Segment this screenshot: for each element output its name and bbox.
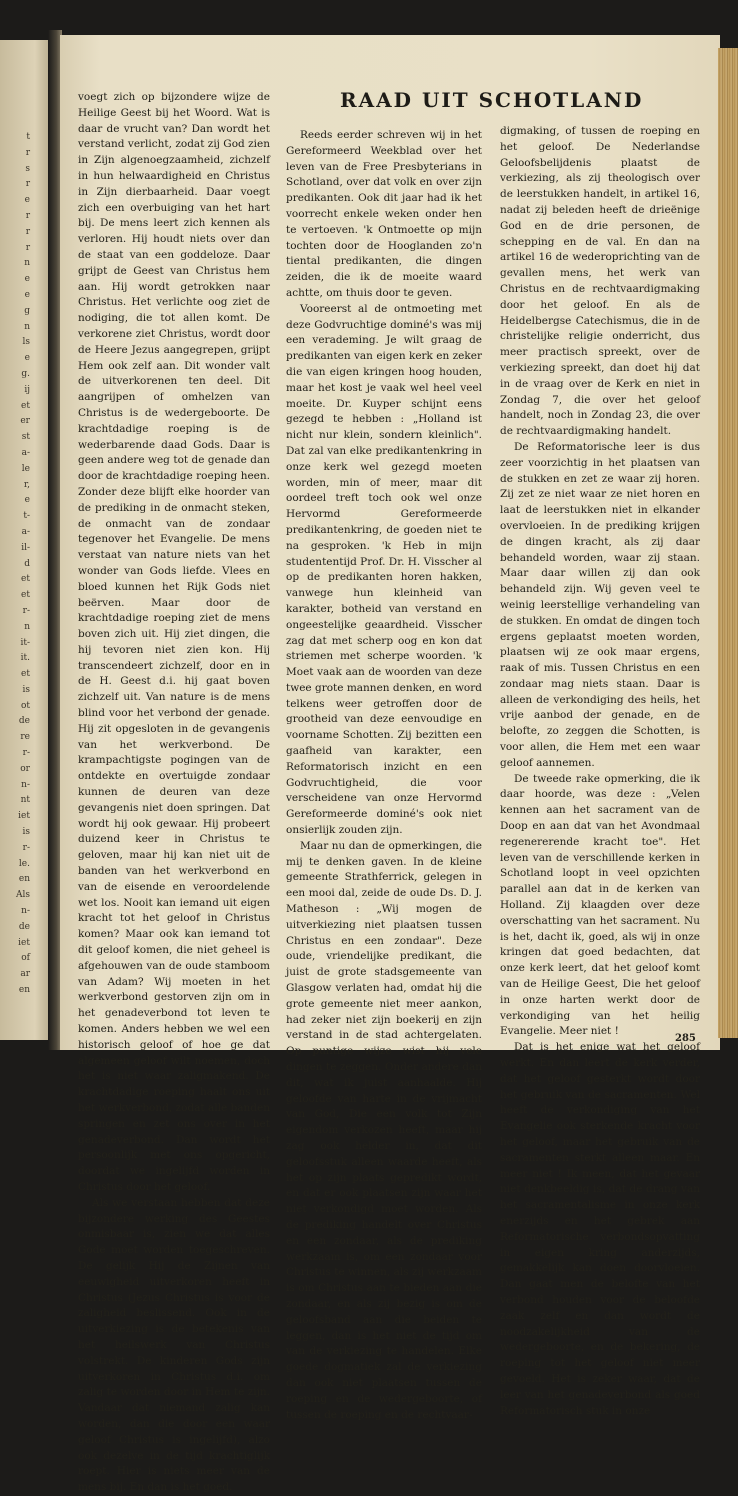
- previous-page-fragment: is: [22, 827, 30, 838]
- previous-page-fragment: e: [24, 289, 30, 300]
- previous-page-fragment: ar: [20, 969, 30, 980]
- previous-page-fragment: de: [18, 716, 30, 727]
- previous-page-fragment: n-: [21, 906, 30, 917]
- previous-page-fragment: nt: [20, 795, 30, 806]
- paragraph: De tweede rake opmerking, die ik daar hoorde, was deze : „Velen kennen aan het sacrament van de Doop en aan dat van het Avondmaal regenererende kracht toe". Het leven van de verschillende kerken in Schotland loopt in veel opzichten parallel aan dat in de kerken van Holland. Zij klaagden over deze overschatting van het sacrament. Nu is het, dacht ik, goed, als wij in onze kringen dat goed bedachten, dat onze kerk leert, dat het geloof komt van de Heilige Geest, Die het geloof in onze harten werkt door de verkondiging van het heilig Evangelie. Meer niet !: [500, 772, 700, 1038]
- previous-page-text-fragments: [2, 130, 30, 999]
- previous-page-fragment: r,: [23, 479, 30, 490]
- previous-page-fragment: is: [22, 684, 30, 695]
- previous-page-fragment: r-: [22, 605, 30, 616]
- previous-page-fragment: et: [21, 400, 30, 411]
- paragraph: Als we verstaan hebben dat deze bijzondere werking des Geestes onmisbaar is, zien we dat alles Gode moet worden toegeschreven. De gelijk Hij de Zijnen van eeuwigheid uitverkoren heeft in Christus (Jezus Christus is voor de zaligheid beslissend. Ook in de uitverkiezing is de betekenis van het heilswerk van Christus volstrekt. De kinderen Gods zijn uitverkoren in Christus d.i. om zalig te worden door in Hem te zijn. Vandaar dat niemand zalig kan worden, dan die door een waar geloof Christus is ingelijfd), alzo ook dezelve in de tijd krachtiglijk roept. Hier is niets meer van de mens bij. En dan is het goed.: [78, 1196, 270, 1494]
- previous-page-fragment: it.: [20, 653, 30, 664]
- column-1: [78, 90, 270, 1496]
- previous-page-fragment: r: [25, 210, 30, 221]
- previous-page-fragment: g: [24, 305, 30, 316]
- previous-page-fragment: r: [25, 226, 30, 237]
- previous-page-fragment: en: [18, 874, 30, 885]
- paragraph: voegt zich op bijzondere wijze de Heilige Geest bij het Woord. Wat is daar de vrucht van? Dan wordt het verstand verlicht, zodat zij God zien in Zijn algenoegzaamheid, zichzelf in hun helwaardigheid en Christus in Zijn dierbaarheid. Daar voegt zich een overbuiging van het hart bij. De mens leert zich kennen als verloren. Hij houdt niets over dan de staat van een goddeloze. Daar grijpt de Geest van Christus hem aan. Hij wordt getrokken naar Christus. Het verlichte oog ziet de nodiging, die tot allen komt. De verkorene ziet Christus, wordt door de Heere Jezus aangegrepen, grijpt Hem ook zelf aan. Dit wonder valt de uitverkorenen ten deel. Dit aangrijpen of omhelzen van Christus is de wedergeboorte. De krachtdadige roeping is de wederbarende daad Gods. Daar is geen andere weg tot de genade dan door de krachtdadige roeping heen. Zonder deze blijft elke hoorder van de prediking in de onmacht steken, de onmacht van de zondaar tegenover het Evangelie. De mens verstaat van nature niets van het wonder van Gods liefde. Vlees en bloed kunnen het Rijk Gods niet beërven. Maar door de krachtdadige roeping ziet de mens boven zich uit. Hij ziet dingen, die hij tevoren niet zien kon. Hij transcendeert zichzelf, door en in de H. Geest d.i. hij gaat boven zichzelf uit. Van nature is de mens blind voor het verbond der genade. Hij zit opgesloten in de gevangenis van het werkverbond. De krampachtigste pogingen van de ontdekte en overtuigde zondaar kunnen de deuren van deze gevangenis niet doen springen. Dat wordt hij ook gewaar. Hij probeert duizend keer in Christus te geloven, maar hij kan niet uit de banden van het werkverbond en van de eisende en veroordelende wet los. Nooit kan iemand uit eigen kracht tot het geloof in Christus komen? Maar ook kan iemand tot dit geloof komen, die niet geheel is afgehouwen van de oude stamboom van Adam? Wij moeten in het werkverbond gestorven zijn om in het genadeverbond tot leven te komen. Anders hebben we wel een historisch geloof of hoe ge dat algemeen geloof wilt noemen, doch het is niet waar zaligmakend. De krachtdadige roeping haalt ons uit het werkverbond, zodat alle banden springen en zet ons over in het genadeverbond. Dan wordt het persoonlijk met ons opgericht, doordat we ingelijfd worden in Christus door het geloof.: [78, 91, 270, 1193]
- previous-page-fragment: a-: [21, 526, 30, 537]
- page-number: 285: [675, 1033, 696, 1044]
- previous-page-fragment: n-: [21, 779, 30, 790]
- previous-page-fragment: e: [24, 195, 30, 206]
- previous-page-fragment: s: [25, 163, 30, 174]
- previous-page-fragment: d: [24, 558, 30, 569]
- previous-page-fragment: t-: [23, 511, 30, 522]
- previous-page-fragment: e: [24, 274, 30, 285]
- previous-page-fragment: or: [20, 763, 30, 774]
- previous-page-fragment: of: [21, 953, 30, 964]
- previous-page-fragment: it-: [20, 637, 30, 648]
- previous-page-fragment: n: [24, 258, 30, 269]
- previous-page-fragment: r: [25, 242, 30, 253]
- previous-page-fragment: le.: [18, 858, 30, 869]
- previous-page-fragment: et: [21, 590, 30, 601]
- previous-page-fragment: il-: [21, 542, 30, 553]
- previous-page-fragment: a-: [21, 447, 30, 458]
- page-edges: [718, 48, 738, 1038]
- previous-page-fragment: de: [18, 921, 30, 932]
- previous-page-fragment: e: [24, 353, 30, 364]
- paragraph: digmaking, of tussen de roeping en het geloof. De Nederlandse Geloofsbelijdenis plaatst de verkiezing, als zij theologisch over de leerstukken handelt, in artikel 16, nadat zij beleden heeft de drieënige God en de drie personen, de schepping en de val. En dan na artikel 16 de wederoprichting van de gevallen mens, het werk van Christus en de rechtvaardigmaking door het geloof. En als de Heidelbergse Catechismus, die in de christelijke religie onderricht, dus meer practisch spreekt, over de verkiezing spreekt, dan doet hij dat in de vraag over de Kerk en niet in Zondag 7, die over het geloof handelt, noch in Zondag 23, die over de rechtvaardigmaking handelt.: [500, 125, 700, 438]
- paragraph: De Reformatorische leer is dus zeer voorzichtig in het plaatsen van de stukken en zet ze waar zij horen. Zij zet ze niet waar ze niet horen en laat de leerstukken niet in elkander overvloeien. In de prediking krijgen de dingen kracht, als zij daar behandeld worden, waar zij staan. Maar daar willen zij dan ook behandeld zijn. Wij geven veel te weinig leerstellige verhandeling van de stukken. En omdat de dingen toch ergens geplaatst moeten worden, plaatsen wij ze ook maar ergens, raak of mis. Tussen Christus en een zondaar mag niets staan. Daar is alleen de verkondiging des heils, het vrije aanbod der genade, en de belofte, zo zeggen die Schotten, is voor allen, die Hem met een waar geloof aannemen.: [500, 440, 700, 769]
- previous-page-fragment: ij: [24, 384, 30, 395]
- previous-page-fragment: et: [21, 669, 30, 680]
- previous-page-fragment: re: [20, 732, 30, 743]
- previous-page-fragment: n: [24, 321, 30, 332]
- previous-page-fragment: st: [21, 432, 30, 443]
- previous-page-fragment: ot: [20, 700, 30, 711]
- column-2: [286, 128, 482, 1423]
- previous-page-fragment: g.: [21, 368, 30, 379]
- column-3: [500, 124, 700, 1419]
- previous-page-fragment: r: [25, 147, 30, 158]
- previous-page-fragment: t: [26, 132, 30, 142]
- paragraph: Vooreerst al de ontmoeting met deze Godvruchtige dominé's was mij een verademing. Je wilt graag de predikanten van eigen kerk en zeker die van eigen kringen hoog houden, maar het kost je vaak wel heel veel moeite. Dr. Kuyper schijnt eens gezegd te hebben : „Holland ist nicht nur klein, sondern kleinlich". Dat zal van elke predikantenkring in onze kerk wel gezegd moeten worden, min of meer, maar dit oordeel treft toch ook wel onze Hervormd Gereformeerde predikantenkring, de goeden niet te na gesproken. 'k Heb in mijn studententijd Prof. Dr. H. Visscher al op de predikanten horen hakken, vanwege hun kleinheid van karakter, botheid van verstand en ongeestelijke geaardheid. Visscher zag dat met scherp oog en kon dat striemen met scherpe woorden. 'k Moet vaak aan de woorden van deze twee grote mannen denken, en word telkens weer getroffen door de grootheid van deze eenvoudige en voorname Schotten. Zij bezitten een gaafheid van karakter, een Reformatorisch inzicht en een Godvruchtigheid, die voor verscheidene van onze Hervormd Gereformeerde dominé's ook niet onsierlijk zouden zijn.: [286, 302, 482, 837]
- previous-page-fragment: r: [25, 179, 30, 190]
- previous-page-fragment: n: [24, 621, 30, 632]
- previous-page-fragment: en: [18, 985, 30, 996]
- previous-page-fragment: r-: [22, 748, 30, 759]
- previous-page: [0, 40, 50, 1040]
- previous-page-fragment: iet: [18, 811, 30, 822]
- previous-page-fragment: e: [24, 495, 30, 506]
- previous-page-fragment: ls: [22, 337, 30, 348]
- previous-page-fragment: et: [21, 574, 30, 585]
- previous-page-fragment: er: [20, 416, 30, 427]
- article-title: RAAD UIT SCHOTLAND: [340, 88, 644, 112]
- previous-page-fragment: r-: [22, 842, 30, 853]
- paragraph: Dat is het enige wat het geloof werkt. En dan leert de kerk verder, dat het geloof gesterkt wordt door het gebruik van de sacramenten. Wel heeft de verkondiging van het Evangelie ook sterkende kracht voor het geloof, maar het gebruik van de sacramenten sterkt alleen maar. En meer niet ! Ik meen, dat het gevaar niet denkbeeldig is, dat de drang van het sacramentalisme in onze kerk enerzijds en het gebrek aan Reformatorische verbondsopvatting in eigen kring anderzijds, gemakkelijk kan doen doorvloeien. Dan gaat men de belofte van het verbond houden voor de beloofde zaak zelf en dan wordt de noodzakelijkheid van de wedergeboorte, en de bekering, de roeping tot het geloof niet meer gevoeld. Het is zeker waar, dat de leer van het genadeverbond als goed Reformatorisch stuk in onze: [500, 1041, 700, 1417]
- previous-page-fragment: Als: [16, 890, 30, 901]
- paragraph: Maar nu dan de opmerkingen, die mij te denken gaven. In de kleine gemeente Strathferrick, gelegen in een mooi dal, zeide de oude Ds. D. J. Matheson : „Wij mogen de uitverkiezing niet plaatsen tussen Christus en een zondaar". Deze oude, vriendelijke predikant, die juist de grote stadsgemeente van Glasgow verlaten had, omdat hij die grote gemeente niet meer aankon, had zeker niet zijn boekerij en zijn verstand in de stad achtergelaten. Op puntige wijze wist hij vele dingen te zeggen. Onder andere dan dit, wat ik juist aanhaalde. Hij geloofde van harte in de vrijmacht van God, Die een volk tot Zijn eigendom verkozen heeft, maar hij zag ook helder in, dat dit geloofsstuk alleen waarde heeft, als het op zijn plaats gepredikt wordt, en dat er ook plaatsen zijn waar het niet verkondigd moet worden. Als de prediking handelt over Christus en een zondaar, als de prediking werkzaam is, om een zondaar voor Christus te winnen, als zij werkzaam is om Christus aan te bieden aan die zondaar, en als zij bezig is om de geloofsband aan die beiden te leggen, dan is het niet de tijd om van de verkiezing te handelen. Elke goede dogmatiek zal de verkiezing dan ook niet plaatsen tussen de roeping en de wedergeboorte, of tussen de roeping en de rechtvaar-: [286, 839, 482, 1421]
- paragraph: Reeds eerder schreven wij in het Gereformeerd Weekblad over het leven van de Free Presbyterians in Schotland, over dat volk en over zijn predikanten. Ook dit jaar had ik het voorrecht enkele weken onder hen te vertoeven. 'k Ontmoette op mijn tochten door de Hooglanden zo'n tiental predikanten, die dingen zeiden, die ik de moeite waard achtte, om thuis door te geven.: [286, 129, 482, 299]
- previous-page-fragment: le: [21, 463, 30, 474]
- previous-page-fragment: iet: [18, 937, 30, 948]
